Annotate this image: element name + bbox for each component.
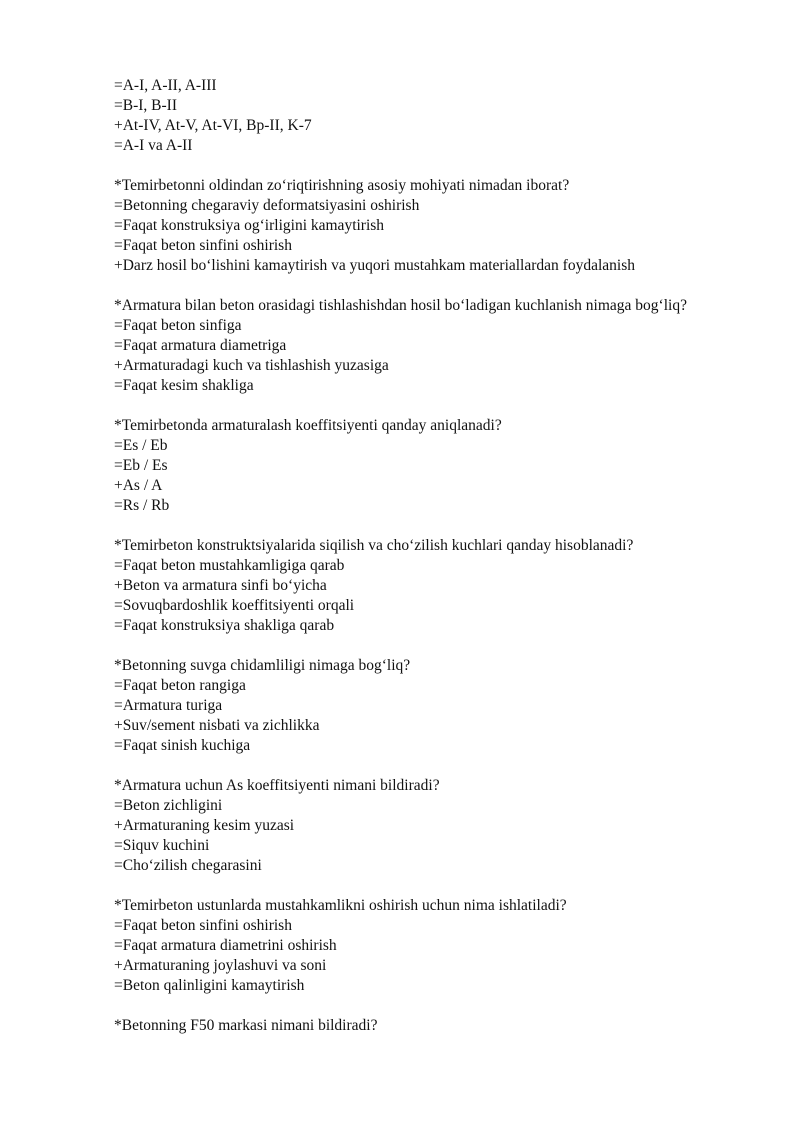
spacer — [114, 996, 754, 1016]
answer-option: =Beton qalinligini kamaytirish — [114, 977, 305, 994]
answer-option: =Eb / Es — [114, 457, 168, 474]
question-block — [114, 1016, 754, 1036]
question-block — [114, 416, 754, 516]
answer-option: =Beton zichligini — [114, 797, 223, 814]
answer-option: +Suv/sement nisbati va zichlikka — [114, 717, 320, 734]
answer-option: =Faqat beton rangiga — [114, 677, 246, 694]
answer-option: =Faqat beton mustahkamligiga qarab — [114, 557, 345, 574]
spacer — [114, 756, 754, 776]
answer-option: =Es / Eb — [114, 437, 168, 454]
answer-option: =Armatura turiga — [114, 697, 223, 714]
question-text: *Temirbetonni oldindan zo‘riqtirishning asosiy mohiyati nimadan iborat? — [114, 177, 570, 194]
question-block — [114, 296, 754, 396]
answer-option: =Siquv kuchini — [114, 837, 210, 854]
question-text: *Temirbetonda armaturalash koeffitsiyenti qanday aniqlanadi? — [114, 417, 502, 434]
answer-option: =Faqat konstruksiya og‘irligini kamaytirish — [114, 217, 385, 234]
spacer — [114, 396, 754, 416]
answer-option: =A-I, A-II, A-III — [114, 77, 217, 94]
question-block — [114, 176, 754, 276]
answer-option: =Betonning chegaraviy deformatsiyasini oshirish — [114, 197, 420, 214]
answer-option: =Rs / Rb — [114, 497, 170, 514]
spacer — [114, 276, 754, 296]
spacer — [114, 636, 754, 656]
answer-option: =Sovuqbardoshlik koeffitsiyenti orqali — [114, 597, 355, 614]
answer-option: +Armaturaning kesim yuzasi — [114, 817, 295, 834]
document-page — [114, 76, 754, 1036]
answer-option: +Darz hosil bo‘lishini kamaytirish va yuqori mustahkam materiallardan foydalanish — [114, 257, 635, 274]
intro-options — [114, 76, 754, 156]
answer-option: =Faqat beton sinfiga — [114, 317, 242, 334]
question-text: *Armatura uchun As koeffitsiyenti nimani bildiradi? — [114, 777, 440, 794]
answer-option: +Armaturaning joylashuvi va soni — [114, 957, 327, 974]
answer-option: +Armaturadagi kuch va tishlashish yuzasiga — [114, 357, 389, 374]
answer-option: =Cho‘zilish chegarasini — [114, 857, 262, 874]
question-text: *Betonning suvga chidamliligi nimaga bog‘liq? — [114, 657, 411, 674]
question-block — [114, 776, 754, 876]
question-block — [114, 536, 754, 636]
answer-option: =Faqat sinish kuchiga — [114, 737, 251, 754]
spacer — [114, 156, 754, 176]
question-text: *Armatura bilan beton orasidagi tishlashishdan hosil bo‘ladigan kuchlanish nimaga bog‘liq? — [114, 297, 687, 314]
spacer — [114, 516, 754, 536]
question-text: *Betonning F50 markasi nimani bildiradi? — [114, 1017, 378, 1034]
answer-option: +As / A — [114, 477, 163, 494]
answer-option: =Faqat konstruksiya shakliga qarab — [114, 617, 335, 634]
answer-option: =Faqat armatura diametriga — [114, 337, 287, 354]
question-text: *Temirbeton ustunlarda mustahkamlikni oshirish uchun nima ishlatiladi? — [114, 897, 567, 914]
answer-option: +Beton va armatura sinfi bo‘yicha — [114, 577, 327, 594]
answer-option: =Faqat beton sinfini oshirish — [114, 237, 292, 254]
answer-option: =A-I va A-II — [114, 137, 193, 154]
question-block — [114, 896, 754, 996]
answer-option: =Faqat armatura diametrini oshirish — [114, 937, 337, 954]
question-block — [114, 656, 754, 756]
spacer — [114, 876, 754, 896]
answer-option: +At-IV, At-V, At-VI, Bp-II, K-7 — [114, 117, 312, 134]
answer-option: =B-I, B-II — [114, 97, 177, 114]
question-text: *Temirbeton konstruktsiyalarida siqilish va cho‘zilish kuchlari qanday hisoblanadi? — [114, 537, 634, 554]
answer-option: =Faqat kesim shakliga — [114, 377, 254, 394]
answer-option: =Faqat beton sinfini oshirish — [114, 917, 292, 934]
